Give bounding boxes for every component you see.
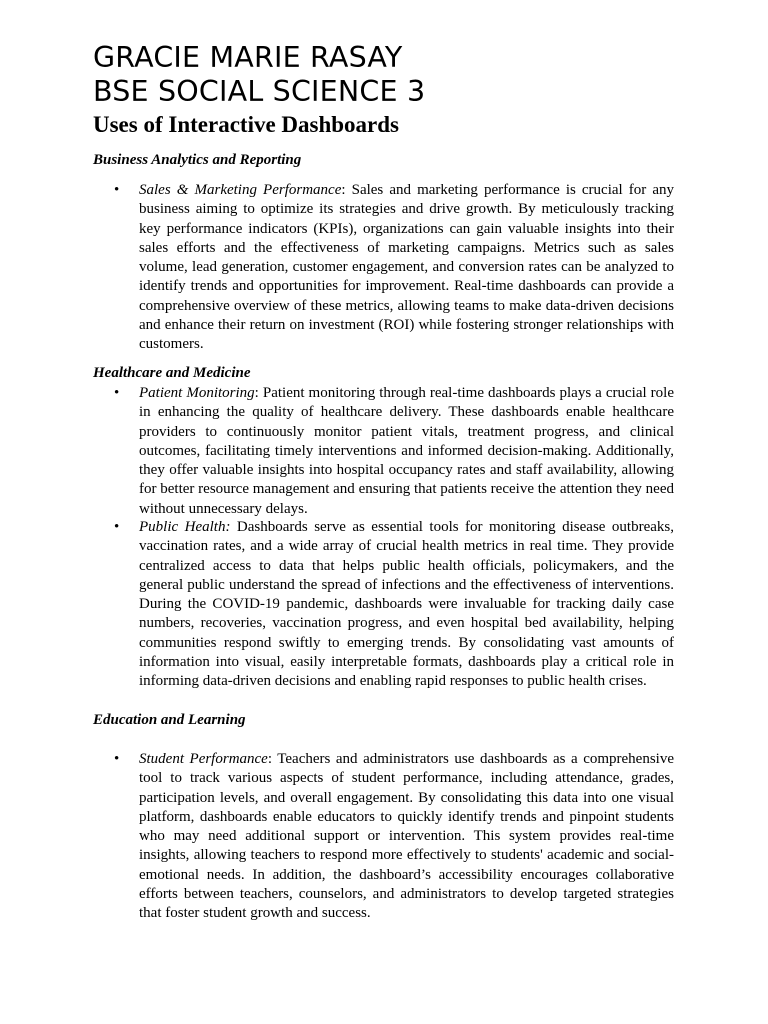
list-item-sales-marketing bbox=[139, 181, 674, 355]
section-heading-healthcare: Healthcare and Medicine bbox=[93, 365, 251, 381]
item-term: Sales & Marketing Performance bbox=[139, 182, 342, 198]
item-separator: : bbox=[341, 182, 346, 198]
item-term: Student Performance bbox=[139, 751, 268, 767]
bullet-marker: • bbox=[114, 385, 120, 401]
item-term: Patient Monitoring bbox=[139, 385, 255, 401]
list-item-student-performance bbox=[139, 750, 674, 924]
bullet-marker: • bbox=[114, 751, 120, 767]
item-term: Public Health: bbox=[139, 519, 231, 535]
section-heading-business: Business Analytics and Reporting bbox=[93, 152, 302, 168]
item-text: Dashboards serve as essential tools for monitoring disease outbreaks, vaccination rates, and a wide array of crucial health metrics in real time. They provide centralized access to data that helps public health officials, policymakers, and the general public understand the spread of infections and the effectiveness of interventions. During the COVID-19 pandemic, dashboards were invaluable for tracking daily case numbers, recoveries, vaccination progress, and even hospital bed availability, helping communities respond swiftly to emerging trends. By consolidating vast amounts of information into visual, easily interpretable formats, dashboards play a critical role in informing data-driven decisions and enabling rapid responses to public health crises. bbox=[139, 519, 674, 690]
item-text: Sales and marketing performance is crucial for any business aiming to optimize its strategies and drive growth. By meticulously tracking key performance indicators (KPIs), organizations can gain valuable insights into their sales efforts and the effectiveness of marketing campaigns. Metrics such as sales volume, lead generation, customer engagement, and conversion rates can be analyzed to identify trends and opportunities for improvement. Real-time dashboards can provide a comprehensive overview of these metrics, allowing teams to make data-driven decisions and enhance their return on investment (ROI) while fostering stronger relationships with customers. bbox=[139, 182, 675, 353]
item-text: Teachers and administrators use dashboards as a comprehensive tool to track various aspects of student performance, including attendance, grades, participation levels, and overall engagement. By consolidating this data into one visual platform, dashboards enable educators to quickly identify trends and pinpoint students who may need additional support or intervention. This system provides real-time insights, allowing teachers to respond more effectively to students' academic and social-emotional needs. In addition, the dashboard’s accessibility encourages collaborative efforts between teachers, counselors, and administrators to develop targeted strategies that foster student growth and success. bbox=[139, 751, 674, 922]
bullet-marker: • bbox=[114, 182, 120, 198]
list-item-public-health bbox=[139, 518, 674, 692]
item-separator: : bbox=[267, 751, 273, 767]
section-heading-education: Education and Learning bbox=[93, 712, 246, 728]
item-text: Patient monitoring through real-time dashboards plays a crucial role in enhancing the quality of healthcare delivery. These dashboards enable healthcare providers to continuously monitor patient vitals, treatment progress, and clinical outcomes, facilitating timely interventions and informed decision-making. Additionally, they offer valuable insights into hospital occupancy rates and staff availability, allowing for better resource management and ensuring that patients receive the attention they need without unnecessary delays. bbox=[139, 385, 674, 517]
item-separator: : bbox=[254, 385, 259, 401]
author-name: GRACIE MARIE RASAY bbox=[93, 41, 403, 74]
course-label: BSE SOCIAL SCIENCE 3 bbox=[93, 75, 426, 108]
list-item-patient-monitoring bbox=[139, 384, 674, 519]
bullet-marker: • bbox=[114, 519, 120, 535]
document-title: Uses of Interactive Dashboards bbox=[93, 112, 400, 137]
